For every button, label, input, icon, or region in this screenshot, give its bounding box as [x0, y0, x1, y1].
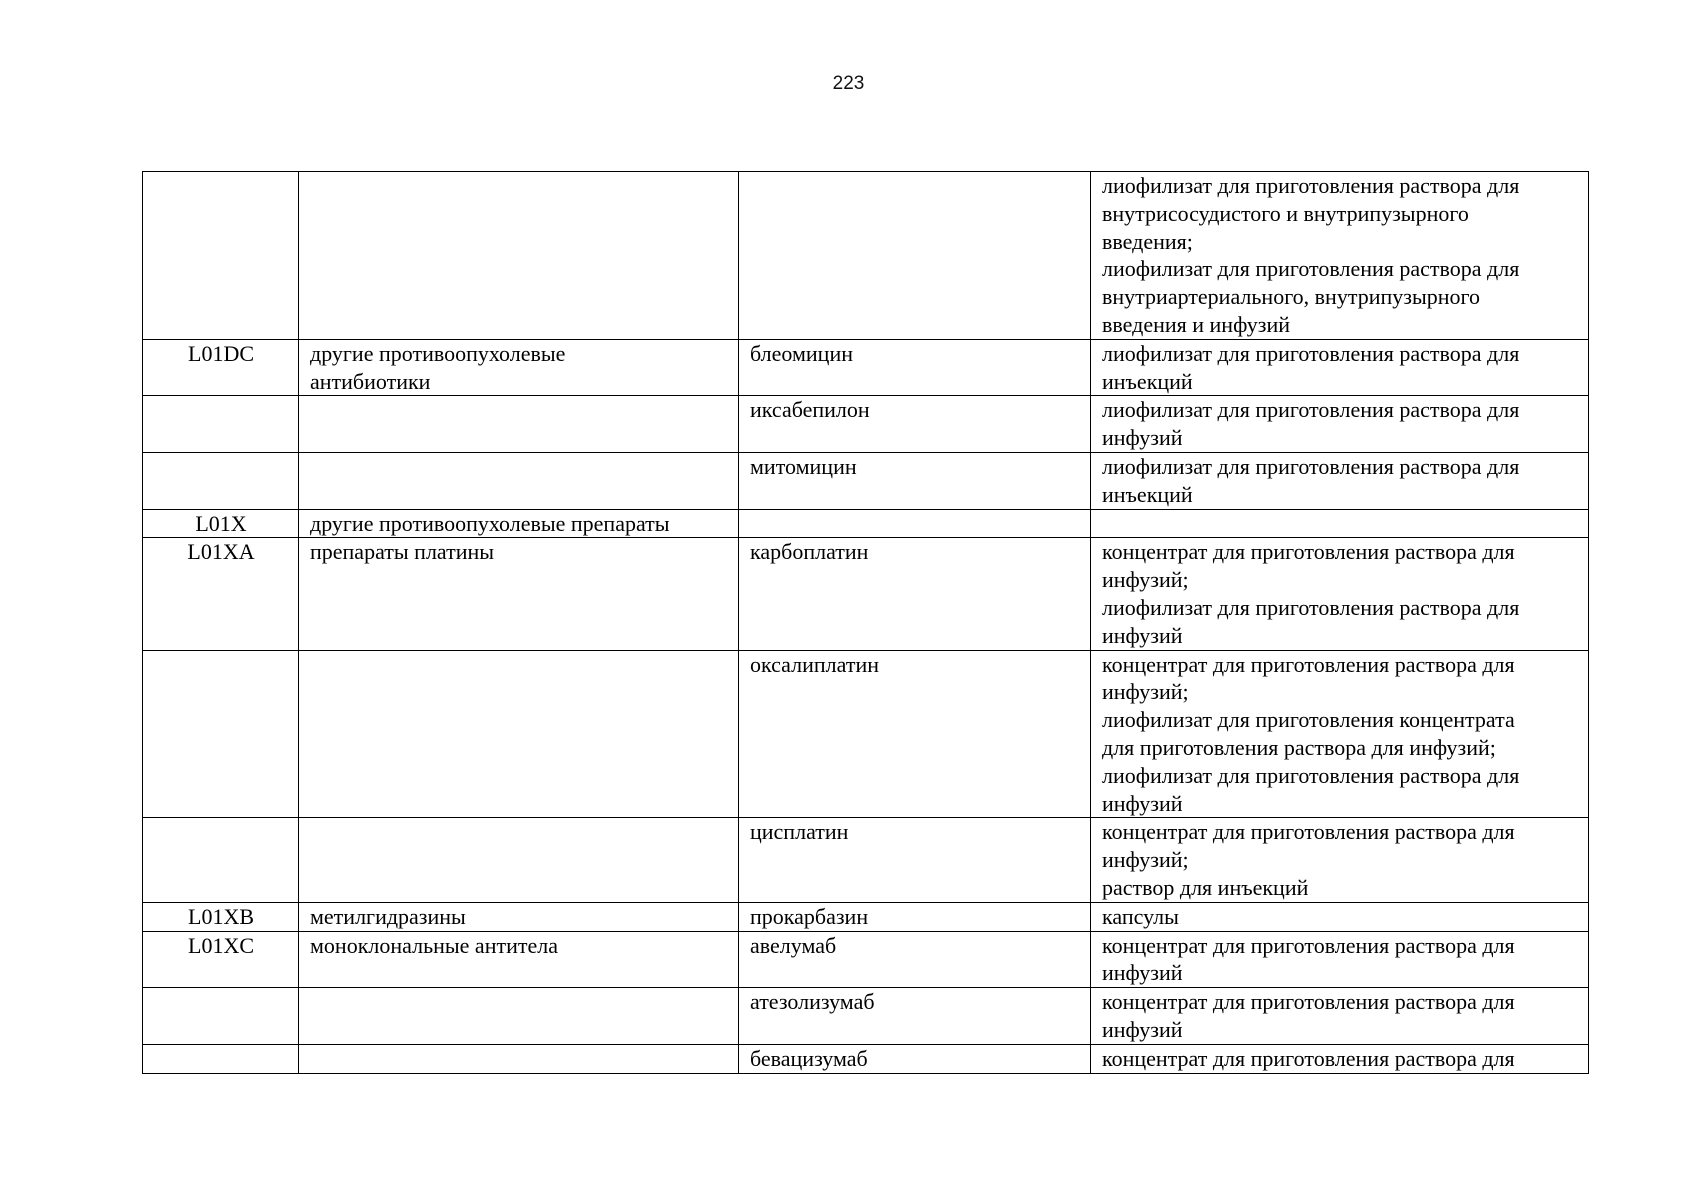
atc-code-cell — [143, 172, 299, 340]
dosage-forms-cell: концентрат для приготовления раствора для инфузий; лиофилизат для приготовления концентрата для приготовления раствора для инфузий; лиофилизат для приготовления раствора для инфузий — [1091, 650, 1589, 818]
atc-code-cell: L01XC — [143, 931, 299, 988]
group-name-cell: препараты платины — [299, 538, 739, 650]
atc-code-cell — [143, 396, 299, 453]
table-row — [143, 818, 1589, 902]
table-row — [143, 339, 1589, 396]
drug-name-cell: иксабепилон — [739, 396, 1091, 453]
drug-table — [142, 171, 1589, 1074]
drug-name-cell — [739, 509, 1091, 538]
atc-code-cell — [143, 1044, 299, 1073]
dosage-forms-cell: капсулы — [1091, 902, 1589, 931]
dosage-forms-cell: лиофилизат для приготовления раствора для инъекций — [1091, 452, 1589, 509]
drug-name-cell: цисплатин — [739, 818, 1091, 902]
table-row — [143, 1044, 1589, 1073]
table-row — [143, 396, 1589, 453]
atc-code-cell: L01DC — [143, 339, 299, 396]
group-name-cell: моноклональные антитела — [299, 931, 739, 988]
dosage-forms-cell: лиофилизат для приготовления раствора для инъекций — [1091, 339, 1589, 396]
dosage-forms-cell: лиофилизат для приготовления раствора для внутрисосудистого и внутрипузырного введения; лиофилизат для приготовления раствора для внутриартериального, внутрипузырного введения и инфузий — [1091, 172, 1589, 340]
table-row — [143, 172, 1589, 340]
dosage-forms-cell: концентрат для приготовления раствора для инфузий — [1091, 931, 1589, 988]
group-name-cell — [299, 452, 739, 509]
group-name-cell: метилгидразины — [299, 902, 739, 931]
group-name-cell — [299, 988, 739, 1045]
atc-code-cell — [143, 650, 299, 818]
atc-code-cell — [143, 988, 299, 1045]
drug-name-cell: бевацизумаб — [739, 1044, 1091, 1073]
group-name-cell — [299, 1044, 739, 1073]
drug-name-cell: авелумаб — [739, 931, 1091, 988]
table-body — [143, 172, 1589, 1074]
group-name-cell — [299, 818, 739, 902]
dosage-forms-cell: лиофилизат для приготовления раствора для инфузий — [1091, 396, 1589, 453]
dosage-forms-cell: концентрат для приготовления раствора для инфузий — [1091, 988, 1589, 1045]
table-row — [143, 452, 1589, 509]
atc-code-cell: L01XB — [143, 902, 299, 931]
dosage-forms-cell: концентрат для приготовления раствора для инфузий; лиофилизат для приготовления раствора для инфузий — [1091, 538, 1589, 650]
table-row — [143, 988, 1589, 1045]
table-row — [143, 509, 1589, 538]
drug-name-cell: оксалиплатин — [739, 650, 1091, 818]
group-name-cell — [299, 396, 739, 453]
drug-name-cell — [739, 172, 1091, 340]
dosage-forms-cell: концентрат для приготовления раствора для — [1091, 1044, 1589, 1073]
atc-code-cell — [143, 452, 299, 509]
group-name-cell: другие противоопухолевые препараты — [299, 509, 739, 538]
drug-name-cell: блеомицин — [739, 339, 1091, 396]
group-name-cell: другие противоопухолевые антибиотики — [299, 339, 739, 396]
atc-code-cell: L01X — [143, 509, 299, 538]
group-name-cell — [299, 650, 739, 818]
drug-name-cell: прокарбазин — [739, 902, 1091, 931]
table-row — [143, 902, 1589, 931]
atc-code-cell: L01XA — [143, 538, 299, 650]
group-name-cell — [299, 172, 739, 340]
drug-name-cell: атезолизумаб — [739, 988, 1091, 1045]
table-row — [143, 650, 1589, 818]
dosage-forms-cell: концентрат для приготовления раствора для инфузий; раствор для инъекций — [1091, 818, 1589, 902]
drug-name-cell: карбоплатин — [739, 538, 1091, 650]
dosage-forms-cell — [1091, 509, 1589, 538]
table-row — [143, 538, 1589, 650]
table-row — [143, 931, 1589, 988]
atc-code-cell — [143, 818, 299, 902]
page-number: 223 — [832, 73, 865, 94]
drug-name-cell: митомицин — [739, 452, 1091, 509]
